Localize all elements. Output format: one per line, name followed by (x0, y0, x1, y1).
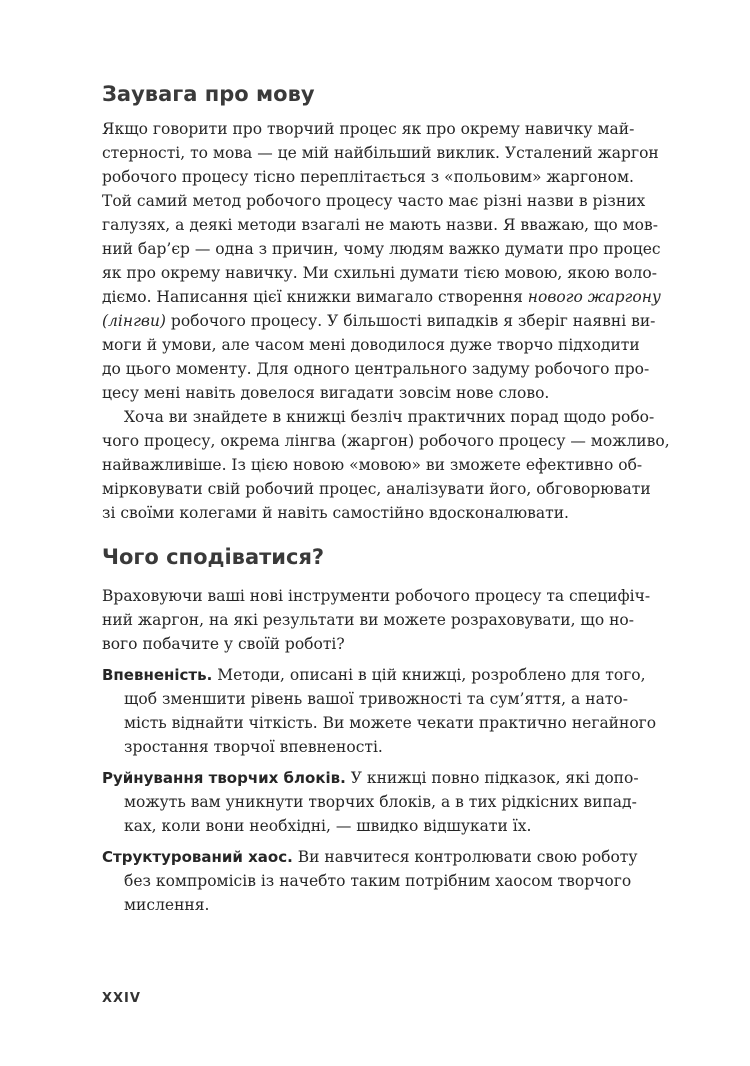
text-line: мислення. (124, 896, 210, 914)
text-line: як про окрему навичку. Ми схильні думати тією мовою, якою воло- (102, 264, 657, 282)
text-run: У книжці повно підказок, які допо- (345, 769, 639, 787)
list-item-confidence (102, 663, 657, 759)
text-line: ний жаргон, на які результати ви можете розраховувати, що но- (102, 611, 634, 629)
list-item-creative-blocks (102, 766, 639, 838)
paragraph-expectations-intro (102, 584, 651, 656)
text-line: цесу мені навіть довелося вигадати зовсім нове слово. (102, 384, 550, 402)
text-line (102, 845, 638, 869)
text-run: робочого процесу. У більшості випадків я зберіг наявні ви- (165, 312, 656, 330)
paragraph-language-1 (102, 117, 661, 405)
section-heading-expectations: Чого сподіватися? (102, 545, 325, 569)
text-line: можуть вам уникнути творчих блоків, а в тих рідкісних випад- (124, 793, 637, 811)
text-line: щоб зменшити рівень вашої тривожності та сум’яття, а нато- (124, 690, 628, 708)
text-line: робочого процесу тісно переплітається з «польовим» жаргоном. (102, 168, 634, 186)
text-line (102, 663, 646, 687)
text-line: зростання творчої впевненості. (124, 738, 383, 756)
list-item-term: Структурований хаос. (102, 848, 293, 866)
page-number: XXIV (102, 991, 141, 1006)
text-line: чого процесу, окрема лінгва (жаргон) робочого процесу — можливо, (102, 432, 670, 450)
text-run: діємо. Написання цієї книжки вимагало створення (102, 288, 528, 306)
text-line: мірковувати свій робочий процес, аналізувати його, обговорювати (102, 480, 651, 498)
italic-term: нового жаргону (527, 288, 661, 306)
paragraph-language-2 (102, 405, 670, 525)
text-run: Методи, описані в цій книжці, розроблено для того, (212, 666, 646, 684)
section-heading-language-note: Заувага про мову (102, 82, 315, 106)
text-line: ках, коли вони необхідні, — швидко відшукати їх. (124, 817, 532, 835)
text-line: галузях, а деякі методи взагалі не мають назви. Я вважаю, що мов- (102, 216, 658, 234)
text-line (102, 309, 656, 333)
text-line: ний бар’єр — одна з причин, чому людям важко думати про процес (102, 240, 661, 258)
list-item-term: Впевненість. (102, 666, 213, 684)
text-line: Враховуючи ваші нові інструменти робочого процесу та специфіч- (102, 587, 651, 605)
italic-term: (лінгви) (102, 312, 166, 330)
text-line: зі своїми колегами й навіть самостійно вдосконалювати. (102, 504, 569, 522)
text-line: без компромісів із начебто таким потрібним хаосом творчого (124, 872, 632, 890)
text-line: мість віднайти чіткість. Ви можете чекати практично негайного (124, 714, 657, 732)
text-line (102, 766, 639, 790)
text-line: Хоча ви знайдете в книжці безліч практичних порад щодо робо- (124, 408, 655, 426)
text-line: моги й умови, але часом мені доводилося дуже творчо підходити (102, 336, 640, 354)
text-line: найважливіше. Із цією новою «мовою» ви зможете ефективно об- (102, 456, 643, 474)
text-line: вого побачите у своїй роботі? (102, 635, 345, 653)
text-line (102, 285, 661, 309)
list-item-structured-chaos (102, 845, 638, 917)
list-item-term: Руйнування творчих блоків. (102, 769, 346, 787)
text-run: Ви навчитеся контролювати свою роботу (292, 848, 638, 866)
text-line: Той самий метод робочого процесу часто має різні назви в різних (102, 192, 646, 210)
text-line: стерності, то мова — це мій найбільший виклик. Усталений жаргон (102, 144, 659, 162)
text-line: Якщо говорити про творчий процес як про окрему навичку май- (102, 120, 635, 138)
text-line: до цього моменту. Для одного центрального задуму робочого про- (102, 360, 650, 378)
